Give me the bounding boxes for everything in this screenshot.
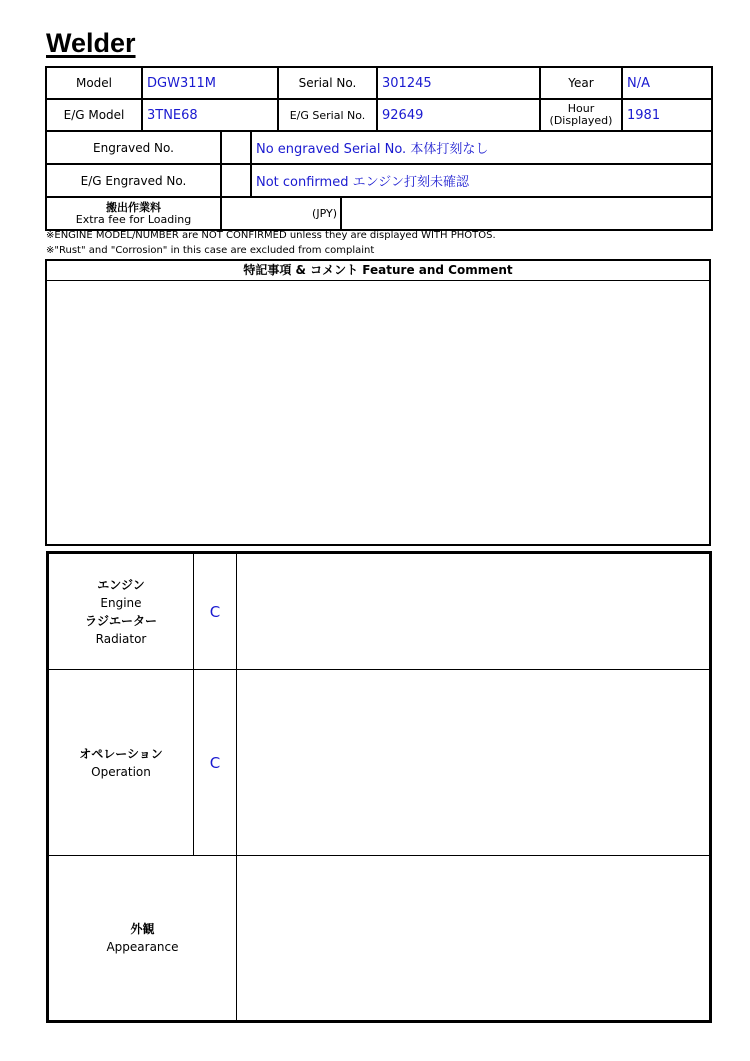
- engraved-info-table: [45, 130, 713, 231]
- radiator-label-en: Radiator: [95, 631, 147, 646]
- operation-grade: C: [194, 670, 237, 856]
- engraved-label: Engraved No.: [46, 131, 221, 164]
- eg-engraved-label: E/G Engraved No.: [46, 164, 221, 197]
- engraved-spacer: [221, 131, 251, 164]
- radiator-label-jp: ラジエーター: [84, 613, 157, 628]
- engine-label: [49, 554, 194, 670]
- fee-label: [46, 197, 221, 230]
- comment-header: 特記事項 & コメント Feature and Comment: [45, 259, 711, 281]
- machine-info-table: [45, 66, 713, 132]
- operation-label: [49, 670, 194, 856]
- note-engine-model: ※ENGINE MODEL/NUMBER are NOT CONFIRMED unless they are displayed WITH PHOTOS.: [46, 230, 496, 241]
- operation-label-jp: オペレーション: [79, 746, 163, 761]
- appearance-label-jp: 外観: [130, 922, 155, 936]
- operation-notes: [237, 670, 710, 856]
- year-value: N/A: [622, 67, 712, 99]
- engine-label-en: Engine: [100, 595, 142, 610]
- page-title: Welder: [46, 28, 136, 58]
- hour-label-line2: (Displayed): [549, 114, 613, 127]
- appearance-notes: [237, 856, 710, 1021]
- operation-label-en: Operation: [91, 764, 151, 779]
- eg-serial-label: E/G Serial No.: [278, 99, 377, 131]
- hour-label-line1: Hour: [567, 102, 595, 115]
- engraved-value: No engraved Serial No. 本体打刻なし: [251, 131, 712, 164]
- evaluation-table: [48, 553, 710, 1021]
- serial-label: Serial No.: [278, 67, 377, 99]
- appearance-label-en: Appearance: [106, 940, 179, 954]
- hour-value: 1981: [622, 99, 712, 131]
- eg-engraved-spacer: [221, 164, 251, 197]
- fee-label-en: Extra fee for Loading: [75, 212, 192, 226]
- comment-body: [45, 280, 711, 546]
- engine-label-jp: エンジン: [97, 577, 145, 592]
- fee-label-jp: 搬出作業料: [106, 200, 161, 214]
- evaluation-section: [46, 551, 712, 1023]
- eg-model-label: E/G Model: [46, 99, 142, 131]
- model-value: DGW311M: [142, 67, 278, 99]
- eg-model-value: 3TNE68: [142, 99, 278, 131]
- engine-grade: C: [194, 554, 237, 670]
- engine-notes: [237, 554, 710, 670]
- hour-label: [540, 99, 622, 131]
- model-label: Model: [46, 67, 142, 99]
- fee-unit: (JPY): [221, 197, 341, 230]
- eg-serial-value: 92649: [377, 99, 540, 131]
- serial-value: 301245: [377, 67, 540, 99]
- note-rust: ※"Rust" and "Corrosion" in this case are excluded from complaint: [46, 245, 375, 256]
- eg-engraved-value: Not confirmed エンジン打刻未確認: [251, 164, 712, 197]
- appearance-label: [49, 856, 237, 1021]
- year-label: Year: [540, 67, 622, 99]
- fee-value: [341, 197, 712, 230]
